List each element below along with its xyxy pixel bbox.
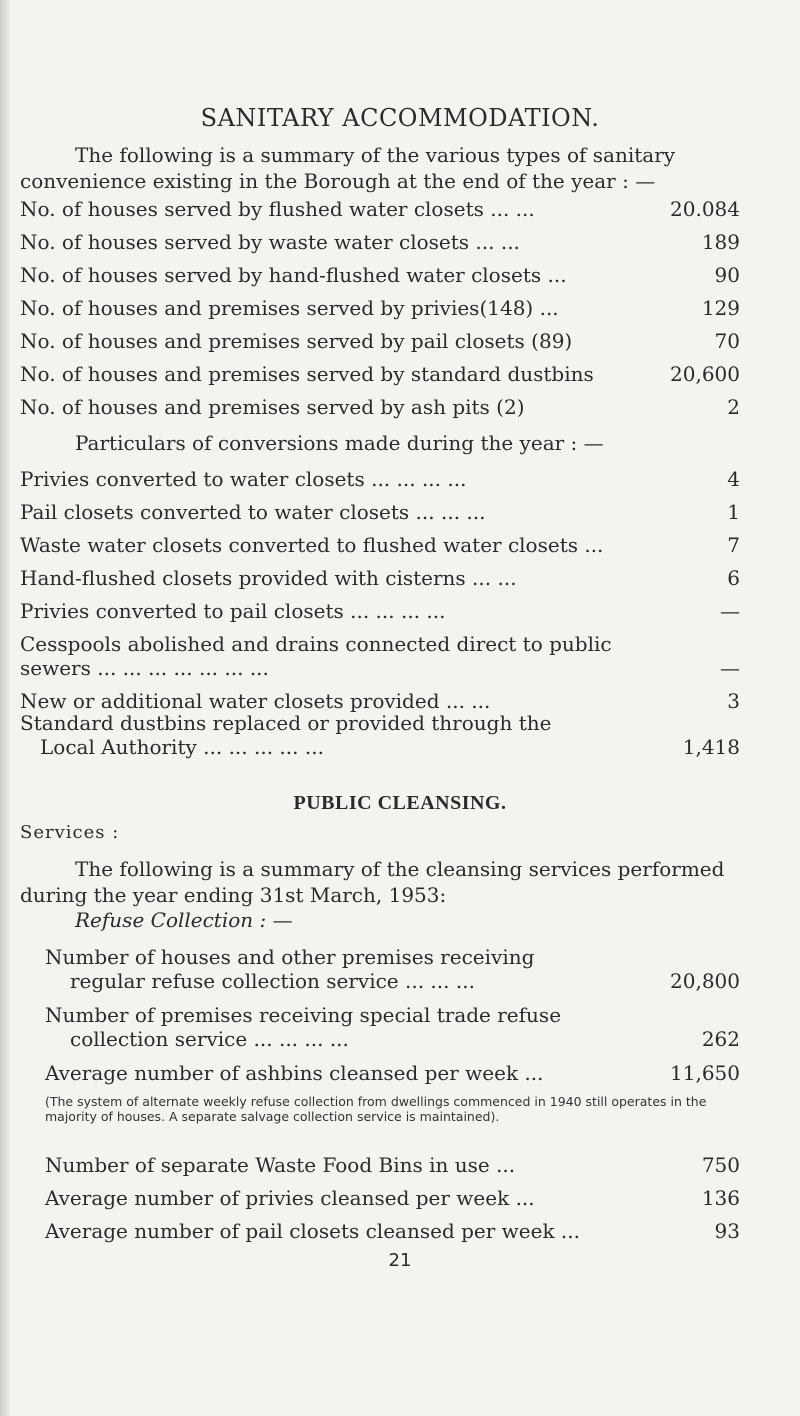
row-value: 6 [727, 566, 740, 590]
refuse-heading: Refuse Collection : — [75, 908, 293, 932]
row-label: Hand-flushed closets provided with cisterns ... ... [20, 566, 517, 590]
row-label: Number of houses and other premises receiving [45, 945, 535, 969]
row-label: Average number of ashbins cleansed per week ... [45, 1061, 544, 1085]
row-label-continued: regular refuse collection service ... ... ... [70, 969, 475, 993]
row-label: No. of houses and premises served by pail closets (89) [20, 329, 573, 353]
row-value: 11,650 [670, 1061, 740, 1085]
cleansing-row [45, 944, 740, 996]
system-note: (The system of alternate weekly refuse collection from dwellings commenced in 1940 still operates in the majority of houses. A separate salvage collection service is maintained). [45, 1094, 707, 1124]
row-label: New or additional water closets provided ... ... [20, 689, 491, 713]
row-value: 136 [701, 1186, 740, 1210]
row-label: Privies converted to water closets ... ... ... ... [20, 467, 467, 491]
row-label: Average number of privies cleansed per week ... [45, 1186, 535, 1210]
row-label: Privies converted to pail closets ... ... ... ... [20, 599, 446, 623]
row-value: 1 [727, 500, 740, 524]
sanitary-intro: The following is a summary of the various types of sanitary convenience existing in the Borough at the end of the year : — [20, 143, 676, 193]
conversions-heading: Particulars of conversions made during the year : — [75, 431, 604, 455]
row-value: 2 [727, 395, 740, 419]
row-value: 189 [701, 230, 740, 254]
row-label-continued: collection service ... ... ... ... [70, 1027, 349, 1051]
row-value: — [720, 656, 740, 680]
row-label: Average number of pail closets cleansed per week ... [45, 1219, 580, 1243]
page-edge [0, 0, 10, 1416]
row-value: — [720, 599, 740, 623]
cleansing-row [45, 1002, 740, 1054]
row-label: No. of houses and premises served by privies(148) ... [20, 296, 559, 320]
row-label: Cesspools abolished and drains connected direct to public [20, 632, 612, 656]
conversion-row [20, 631, 740, 683]
row-label: Standard dustbins replaced or provided through the [20, 711, 552, 735]
row-value: 7 [727, 533, 740, 557]
row-value: 129 [701, 296, 740, 320]
row-label: No. of houses served by waste water closets ... ... [20, 230, 520, 254]
row-value: 3 [727, 689, 740, 713]
row-label: Number of premises receiving special trade refuse [45, 1003, 562, 1027]
row-value: 70 [714, 329, 740, 353]
row-value: 20.084 [670, 197, 740, 221]
row-value: 262 [701, 1027, 740, 1051]
row-value: 4 [727, 467, 740, 491]
row-value: 750 [701, 1153, 740, 1177]
cleansing-title: PUBLIC CLEANSING. [293, 792, 507, 814]
row-value: 90 [714, 263, 740, 287]
row-label: No. of houses served by flushed water closets ... ... [20, 197, 535, 221]
conversion-row [20, 710, 740, 762]
row-label: No. of houses and premises served by ash pits (2) [20, 395, 525, 419]
sanitary-title: SANITARY ACCOMMODATION. [200, 104, 600, 132]
row-label: Pail closets converted to water closets ... ... ... [20, 500, 486, 524]
row-value: 20,600 [670, 362, 740, 386]
row-value: 93 [714, 1219, 740, 1243]
row-label: Waste water closets converted to flushed water closets ... [20, 533, 604, 557]
page-number: 21 [388, 1250, 412, 1271]
row-label: Number of separate Waste Food Bins in use ... [45, 1153, 516, 1177]
row-label-continued: Local Authority ... ... ... ... ... [40, 735, 324, 759]
row-label-continued: sewers ... ... ... ... ... ... ... [20, 656, 269, 680]
cleansing-intro: The following is a summary of the cleansing services performed during the year ending 31st March, 1953: [20, 857, 725, 907]
row-label: No. of houses and premises served by standard dustbins [20, 362, 594, 386]
row-value: 20,800 [670, 969, 740, 993]
row-label: No. of houses served by hand-flushed water closets ... [20, 263, 567, 287]
row-value: 1,418 [682, 735, 740, 759]
services-label: Services : [20, 822, 120, 843]
